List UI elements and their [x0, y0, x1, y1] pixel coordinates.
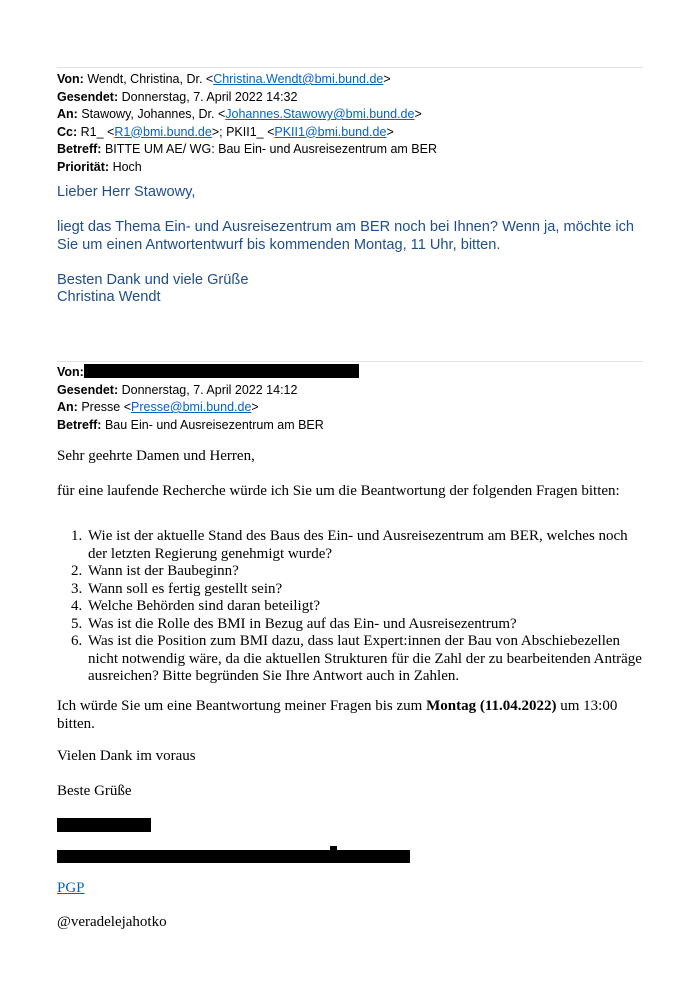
email2-intro-block: [57, 483, 647, 501]
to-label: An:: [57, 400, 78, 414]
subject-value: Bau Ein- und Ausreisezentrum am BER: [104, 417, 324, 432]
deadline-text: [57, 698, 627, 733]
priority-value: Hoch: [112, 159, 142, 174]
list-item: 4. Welche Behörden sind daran beteiligt?: [86, 598, 643, 616]
to-label: An:: [57, 107, 78, 121]
from-value: Wendt, Christina, Dr. <: [87, 72, 214, 86]
from-label: Von:: [57, 365, 84, 379]
cc-value: >; PKII1_ <: [211, 124, 275, 139]
deadline-pre: Ich würde Sie um eine Beantwortung meiner Fragen bis zum: [57, 698, 427, 714]
pgp-link[interactable]: PGP: [57, 880, 85, 896]
handle-block: [57, 914, 647, 932]
redaction-bar: [330, 846, 337, 852]
email2-to-line: [57, 399, 647, 417]
to-close: >: [251, 400, 259, 414]
email2-salutation: Sehr geehrte Damen und Herren,: [57, 448, 255, 464]
list-item: 2. Wann ist der Baubeginn?: [86, 563, 643, 581]
from-email-link[interactable]: Christina.Wendt@bmi.bund.de: [213, 72, 384, 86]
email1-from-line: [57, 71, 647, 89]
questions-list: [58, 528, 643, 686]
email1-greeting: Lieber Herr Stawowy,: [57, 184, 196, 200]
subject-value: BITTE UM AE/ WG: Bau Ein- und Ausreisezentrum am BER: [104, 142, 437, 156]
to-value: Stawowy, Johannes, Dr. <: [81, 107, 226, 121]
list-item: 5. Was ist die Rolle des BMI in Bezug auf das Ein- und Ausreisezentrum?: [86, 616, 643, 634]
email2-regards: Beste Grüße: [57, 783, 132, 799]
email2-thanks: Vielen Dank im voraus: [57, 748, 196, 764]
cc-close: >: [386, 124, 394, 139]
list-item: 3. Wann soll es fertig gestellt sein?: [86, 581, 643, 599]
email1-subject-line: [57, 141, 647, 159]
to-value: Presse <: [81, 400, 131, 414]
email1-cc-line: [57, 124, 647, 142]
email1-to-line: [57, 106, 647, 124]
separator-line: [57, 67, 643, 68]
from-close: >: [383, 72, 391, 86]
separator-line: [57, 361, 643, 362]
to-close: >: [414, 107, 422, 121]
social-handle: @veradelejahotko: [57, 914, 167, 930]
cc-label: Cc:: [57, 124, 78, 139]
sent-value: Donnerstag, 7. April 2022 14:12: [121, 382, 298, 397]
email1-header: [57, 71, 647, 176]
email1-body: [57, 184, 647, 307]
pgp-block: [57, 880, 647, 898]
deadline-post: um 13:00 bitten.: [57, 698, 618, 732]
redaction-bar: [57, 850, 410, 863]
thanks-block: [57, 748, 647, 766]
email2-header: [57, 364, 647, 434]
deadline-block: [57, 698, 627, 733]
email1-sent-line: [57, 89, 647, 107]
from-label: Von:: [57, 72, 84, 86]
cc-email-link-pkii1[interactable]: PKII1@bmi.bund.de: [274, 124, 387, 139]
redaction-bar: [57, 818, 151, 832]
email2-from-line: [57, 364, 647, 382]
email1-closing: Besten Dank und viele Grüße: [57, 271, 249, 288]
to-email-link[interactable]: Presse@bmi.bund.de: [131, 400, 252, 414]
to-email-link[interactable]: Johannes.Stawowy@bmi.bund.de: [225, 107, 415, 121]
sent-label: Gesendet:: [57, 382, 119, 397]
email2-intro: für eine laufende Recherche würde ich Sie um die Beantwortung der folgenden Fragen bitten:: [57, 483, 620, 499]
redaction-bar: [84, 364, 359, 378]
email1-priority-line: [57, 159, 647, 177]
email1-text: liegt das Thema Ein- und Ausreisezentrum am BER noch bei Ihnen? Wenn ja, möchte ich Sie um einen Antwortentwurf bis kommenden Montag, 11 Uhr, bitten.: [57, 219, 635, 253]
subject-label: Betreff:: [57, 417, 102, 432]
sent-value: Donnerstag, 7. April 2022 14:32: [121, 89, 298, 104]
regards-block: [57, 783, 647, 801]
cc-email-link-r1[interactable]: R1@bmi.bund.de: [114, 124, 212, 139]
email1-signature: Christina Wendt: [57, 289, 161, 305]
cc-value: R1_ <: [80, 124, 115, 139]
email2-sent-line: [57, 382, 647, 400]
list-item: 6. Was ist die Position zum BMI dazu, dass laut Expert:innen der Bau von Abschiebezellen nicht notwendig wäre, da die aktuellen Strukturen für die Zahl der zu bearbeitenden Anträge ausreichen? Bitte begründen Sie Ihre Antwort auch in Zahlen.: [86, 633, 643, 686]
questions-block: [58, 528, 643, 686]
email2-subject-line: [57, 417, 647, 435]
sent-label: Gesendet:: [57, 89, 119, 104]
deadline-date: Montag (11.04.2022): [426, 698, 557, 714]
list-item: 1. Wie ist der aktuelle Stand des Baus des Ein- und Ausreisezentrum am BER, welches noch der letzten Regierung genehmigt wurde?: [86, 528, 643, 563]
subject-label: Betreff:: [57, 142, 102, 156]
priority-label: Priorität:: [57, 159, 110, 174]
email2-salutation-block: [57, 448, 647, 466]
